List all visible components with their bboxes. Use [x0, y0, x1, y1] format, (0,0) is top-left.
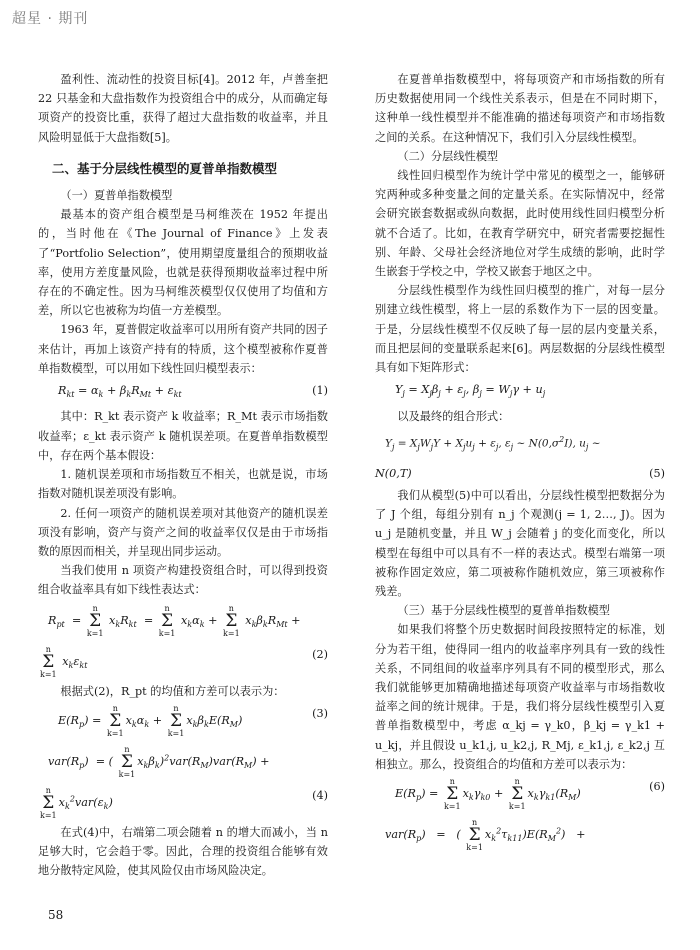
paragraph: 2. 任何一项资产的随机误差项对其他资产的随机误差项没有影响，资产与资产之间的收益率仅仅是由于市场指数的原因而相关，并呈现出同步运动。: [38, 506, 328, 558]
paragraph: 盈利性、流动性的投资目标[4]。2012 年，卢善奎把 22 只基金和大盘指数作为投资组合中的成分，从而确定每项资产的投资比重，获得了超过大盘指数的收益率，并且风险明显低于大盘指数[5]。: [38, 73, 328, 144]
paragraph: 分层线性模型作为线性回归模型的推广，对每一层分别建立线性模型，将上一层的系数作为下一层的因变量。于是，分层线性模型不仅反映了每一层的层内变量关系，而且把层间的变量联系起来[6]。两层数据的分层线性模型具有如下矩阵形式：: [375, 284, 665, 375]
equation-number: (2): [312, 647, 328, 661]
paragraph: 线性回归模型作为统计学中常见的模型之一，能够研究两种或多种变量之间的定量关系。在实际情况中，经常会研究嵌套数据或纵向数据，此时使用线性回归模型分析就不合适了。比如，在教育学研究中，研究者需要挖掘性别、年龄、父母社会经济地位对学生成绩的影响，此时学生嵌套于学校之中，学校又嵌套于地区之中。: [375, 169, 665, 279]
paragraph: 根据式(2)，R_pt 的均值和方差可以表示为：: [60, 684, 285, 698]
paragraph: 1963 年，夏普假定收益率可以用所有资产共同的因子来估计，再加上该资产持有的特质，这个模型被称作夏普单指数模型，可以用如下线性回归模型表示：: [38, 323, 328, 375]
paragraph: 1. 随机误差项和市场指数互不相关，也就是说，市场指数对随机误差项没有影响。: [38, 468, 328, 501]
paragraph: 当我们使用 n 项资产构建投资组合时，可以得到投资组合收益率具有如下线性表达式：: [38, 564, 328, 597]
equation-number: (4): [312, 788, 328, 802]
equation-1: $R_{kt} = \alpha_k + \beta_kR_{Mt} + \varepsilon_{kt}$ (1): [38, 378, 328, 407]
equation-5: N(0,T) (5): [375, 461, 665, 486]
paragraph: 其中：R_kt 表示资产 k 收益率；R_Mt 表示市场指数收益率；ε_kt 表示资产 k 随机误差项。在夏普单指数模型中，存在两个基本假设：: [38, 410, 328, 462]
right-column: [375, 70, 665, 856]
equation-2: $R_{pt}$ = n Σ k=1 $x_kR_{kt}$ = n Σ k=1 $x_k\alpha_k$ + n Σ k=1 $x_k\beta_kR_{Mt}$ +: [48, 603, 301, 638]
left-column: [38, 70, 328, 880]
equation-a: $Y_j = X_j\beta_j + \varepsilon_j$, $\beta_j = W_j\gamma + u_j$: [395, 383, 546, 399]
paragraph: 最基本的资产组合模型是马柯维茨在 1952 年提出的，当时他在《The Journal of Finance》上发表了“Portfolio Selection”，使用期望度量组合的预期收益率，使用方差度量风险，也就是获得预期收益率过程中所存在的不确定性。因为马柯维茨模型仅仅使用了均值和方差，所以它也被称为均值一方差模型。: [38, 208, 328, 318]
equation-3: $E(R_p)$ = n Σ k=1 $x_k\alpha_k$ + n Σ k=1 $x_k\beta_kE(R_M)$ (3): [58, 703, 328, 738]
paragraph: 在式(4)中，右端第二项会随着 n 的增大而减小，当 n 足够大时，它会趋于零。因此，合理的投资组合能够有效地分散特定风险，使其风险仅由市场风险决定。: [38, 825, 328, 878]
subsection-heading: （三）基于分层线性模型的夏普单指数模型: [397, 604, 610, 618]
paragraph: 如果我们将整个历史数据时间段按照特定的标准，划分为若干组，使得同一组内的收益率序列具有一致的线性关系，不同组间的收益率序列具有不同的模型形式，那么我们就能够更加精确地描述每项资产收益率与市场指数收益率之间的统计规律。于是，我们将分层线性模型引入夏普单指数模型中，考虑 α_kj = γ_k0，β_kj = γ_k1 + u_kj，并且假设 u_k1,j, u_k2,j, R_Mj, ε_k1,j, ε_k2,j 互相独立。那么，投资组合的均值和方差可以表示为：: [375, 623, 665, 771]
equation-b: $Y_j = X_jW_jY + X_ju_j + \varepsilon_j$, $\varepsilon_j$ ~ $N(0,\sigma^2I)$, $u_j$ ~: [385, 434, 601, 452]
subsection-heading: （二）分层线性模型: [397, 149, 499, 163]
equation-number: (3): [312, 706, 328, 720]
paragraph: 我们从模型(5)中可以看出，分层线性模型把数据分为了 J 个组，每组分别有 n_j 个观测(j = 1, 2…, J)。因为 u_j 是随机变量，并且 W_j 会随着 j 的变化而变化，所以模型在每组中可以具有不一样的表达式。模型右端第一项被称作固定效应，第二项被称作随机效应，第三项被称作残差。: [375, 488, 665, 598]
equation-6: $E(R_p)$ = n Σ k=1 $x_k\gamma_{k0}$ + n Σ k=1 $x_k\gamma_{k1}(R_M)$ (6): [395, 776, 665, 811]
paragraph: 在夏普单指数模型中，将每项资产和市场指数的所有历史数据使用同一个线性关系表示，但是在不同时期下，这种单一线性模型并不能准确的描述每项资产和市场指数之间的关系。在这种情况下，我们引入分层线性模型。: [375, 73, 665, 144]
equation-6-var: $var(R_p)$ = ( n Σ k=1 $x_k^2\tau_{k11})E(R_M^2)$ +: [385, 817, 586, 852]
journal-header: 超星 · 期刊: [12, 11, 89, 27]
subsection-heading: （一）夏普单指数模型: [60, 189, 173, 203]
equation-4: $var(R_p)$ = ( n Σ k=1 $x_k\beta_k)^2var(R_M)var(R_M)$ +: [48, 744, 270, 779]
equation-number: (6): [649, 779, 665, 793]
page-number: 58: [48, 908, 64, 922]
equation-number: (5): [649, 466, 665, 480]
paragraph: 以及最终的组合形式：: [397, 409, 510, 423]
equation-4-cont: n Σ k=1 $x_k^2var(\varepsilon_k)$ (4): [40, 785, 328, 820]
section-heading: 二、基于分层线性模型的夏普单指数模型: [52, 160, 278, 176]
equation-number: (1): [312, 384, 328, 398]
equation-2-cont: n Σ k=1 $x_k\varepsilon_{kt}$ (2): [40, 644, 328, 679]
